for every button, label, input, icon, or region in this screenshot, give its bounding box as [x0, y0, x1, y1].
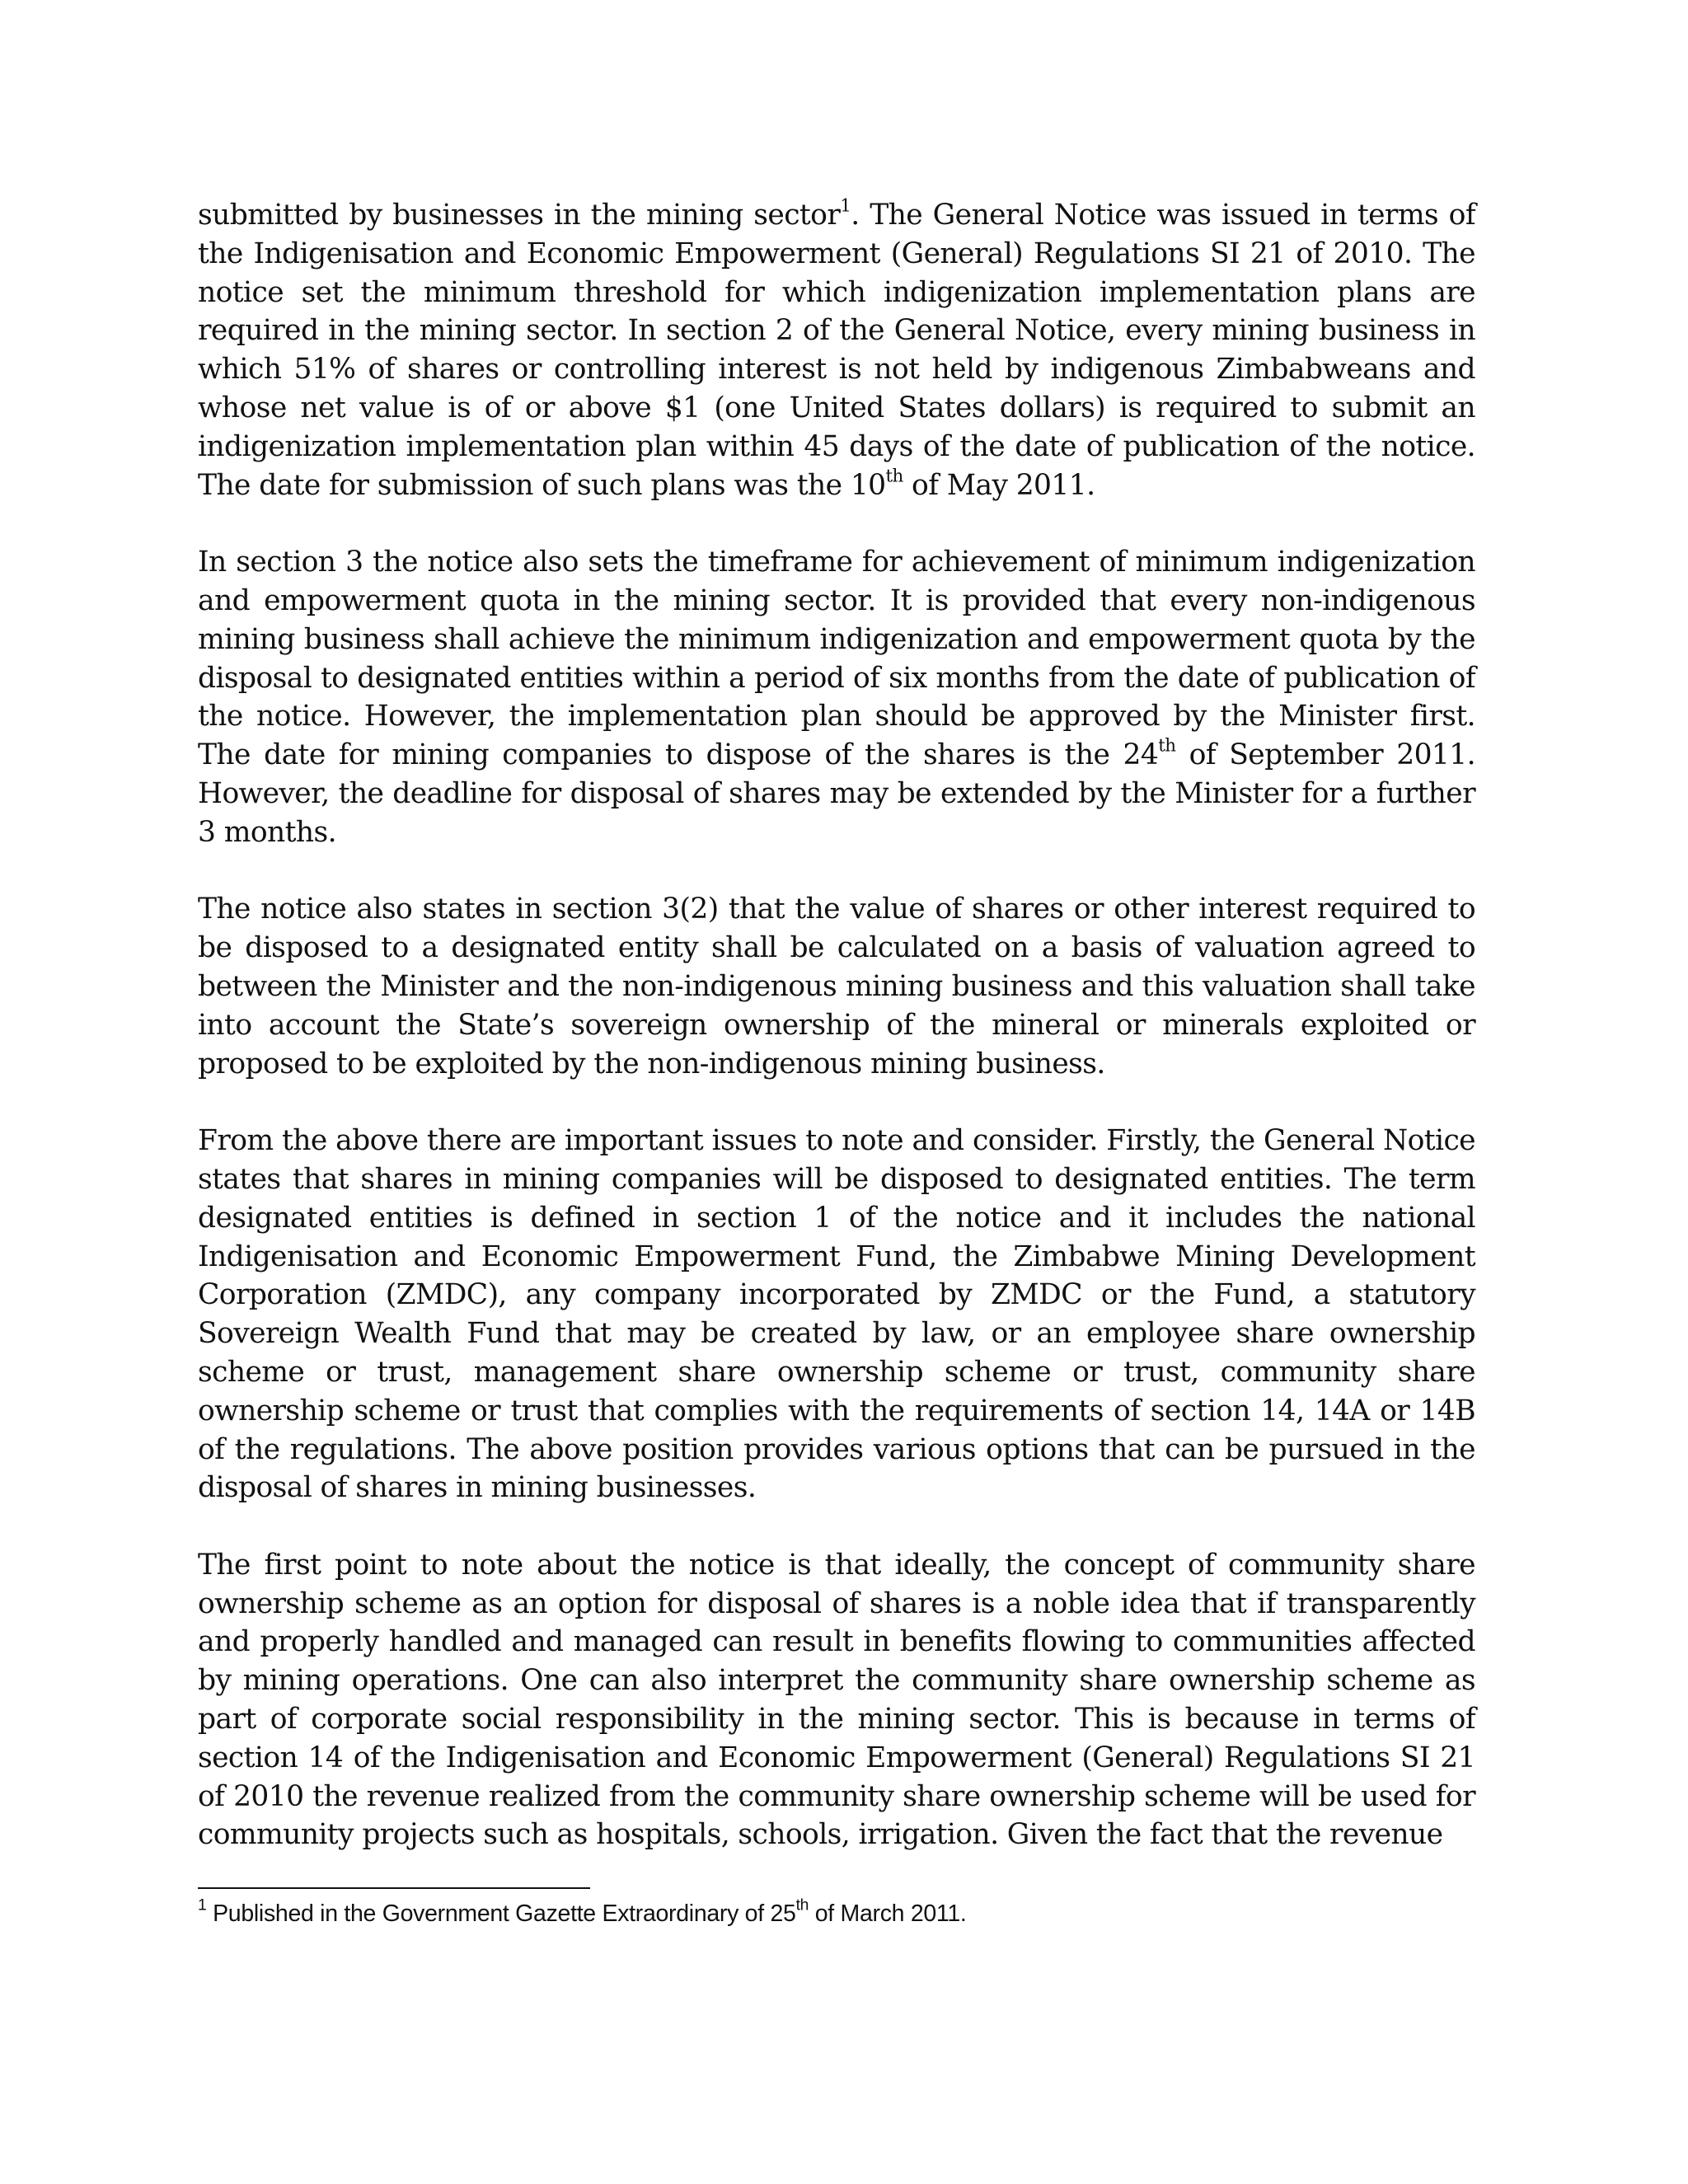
paragraph-5-text: The first point to note about the notice is that ideally, the concept of community share ownership scheme as an option for disposal of shares is a noble idea that if transparently and properly handled and managed can result in benefits flowing to communities affected by mining operations. One can also interpret the community share ownership scheme as part of corporate social responsibility in the mining sector. This is because in terms of section 14 of the Indigenisation and Economic Empowerment (General) Regulations SI 21 of 2010 the revenue realized from the community share ownership scheme will be used for community projects such as hospitals, schools, irrigation. Given the fact that the revenue: [198, 1548, 1475, 1852]
footnote: [198, 1896, 1475, 1932]
paragraph-1-text: submitted by businesses in the mining sector: [198, 199, 841, 232]
footnote-separator: [198, 1887, 590, 1889]
paragraph-3: [198, 890, 1475, 1083]
paragraph-1-text: of May 2011.: [903, 468, 1095, 502]
paragraph-1-text: . The General Notice was issued in terms of the Indigenisation and Economic Empowerment (General) Regulations SI 21 of 2010. The notice set the minimum threshold for which indigenization implementation plans are required in the mining sector. In section 2 of the General Notice, every mining business in which 51% of shares or controlling interest is not held by indigenous Zimbabweans and whose net value is of or above $1 (one United States dollars) is required to submit an indigenization implementation plan within 45 days of the date of publication of the notice. The date for submission of such plans was the 10: [198, 199, 1475, 502]
paragraph-2-text: of September 2011. However, the deadline for disposal of shares may be extended by the Minister for a further 3 months.: [198, 738, 1475, 849]
footnote-number: 1: [198, 1896, 207, 1915]
paragraph-5: [198, 1546, 1475, 1854]
paragraph-3-text: The notice also states in section 3(2) that the value of shares or other interest required to be disposed to a designated entity shall be calculated on a basis of valuation agreed to between the Minister and the non-indigenous mining business and this valuation shall take into account the State’s sovereign ownership of the mineral or minerals exploited or proposed to be exploited by the non-indigenous mining business.: [198, 893, 1475, 1080]
ordinal-suffix: th: [1158, 735, 1176, 757]
body-text: [198, 196, 1475, 1854]
paragraph-4: [198, 1122, 1475, 1507]
paragraph-2: [198, 543, 1475, 851]
footnote-reference-1: 1: [840, 195, 851, 217]
footnote-text: of March 2011.: [809, 1900, 967, 1927]
paragraph-2-text: In section 3 the notice also sets the timeframe for achievement of minimum indigenization and empowerment quota in the mining sector. It is provided that every non-indigenous mining business shall achieve the minimum indigenization and empowerment quota by the disposal to designated entities within a period of six months from the date of publication of the notice. However, the implementation plan should be approved by the Minister first. The date for mining companies to dispose of the shares is the 24: [198, 546, 1475, 772]
ordinal-suffix: th: [795, 1896, 809, 1915]
paragraph-4-text: From the above there are important issues to note and consider. Firstly, the General Notice states that shares in mining companies will be disposed to designated entities. The term designated entities is defined in section 1 of the notice and it includes the national Indigenisation and Economic Empowerment Fund, the Zimbabwe Mining Development Corporation (ZMDC), any company incorporated by ZMDC or the Fund, a statutory Sovereign Wealth Fund that may be created by law, or an employee share ownership scheme or trust, management share ownership scheme or trust, community share ownership scheme or trust that complies with the requirements of section 14, 14A or 14B of the regulations. The above position provides various options that can be pursued in the disposal of shares in mining businesses.: [198, 1124, 1475, 1505]
ordinal-suffix: th: [885, 466, 903, 487]
footnote-text: Published in the Government Gazette Extraordinary of 25: [206, 1900, 796, 1927]
paragraph-1: [198, 196, 1475, 504]
